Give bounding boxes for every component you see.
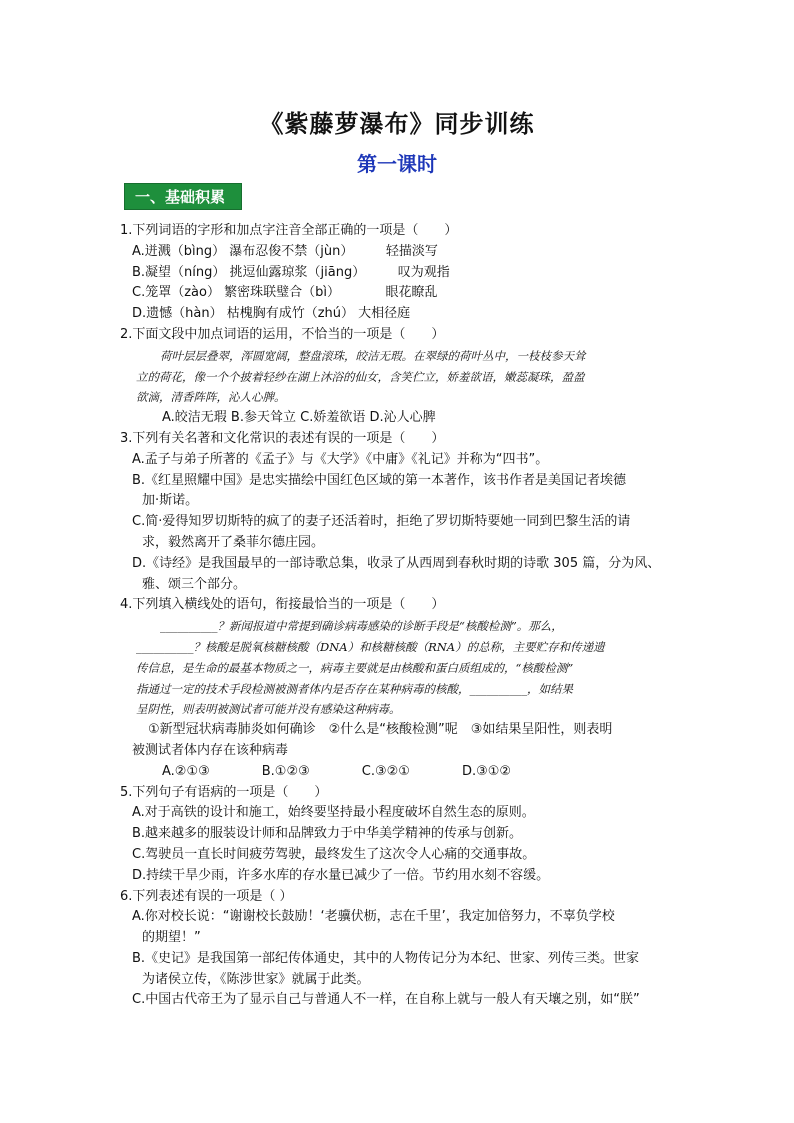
- passage-line: 传信息，是生命的最基本物质之一，病毒主要就是由核酸和蛋白质组成的，“核酸检测”: [136, 660, 574, 675]
- passage-line: 指通过一定的技术手段检测被测者体内是否存在某种病毒的核酸，__________，如结果: [136, 681, 573, 696]
- option-line: 为诸侯立传，《陈涉世家》就属于此类。: [142, 971, 370, 987]
- option-line: D.持续干旱少雨，许多水库的存水量已减少了一倍。节约用水刻不容缓。: [132, 867, 550, 883]
- option-line: D.《诗经》是我国最早的一部诗歌总集，收录了从西周到春秋时期的诗歌 305 篇，分为风、: [132, 555, 661, 571]
- passage-line: 荷叶层层叠翠，浑圆宽阔，整盘滚珠，皎洁无瑕。在翠绿的荷叶丛中，一枝枝参天耸: [160, 348, 586, 363]
- option-line: A.孟子与弟子所著的《孟子》与《大学》《中庸》《礼记》并称为“四书”。: [132, 451, 549, 467]
- option-line: C.驾驶员一直长时间疲劳驾驶，最终发生了这次令人心痛的交通事故。: [132, 846, 536, 862]
- option-line: B.《红星照耀中国》是忠实描绘中国红色区域的第一本著作，该书作者是美国记者埃德: [132, 472, 627, 488]
- passage-line: __________？新闻报道中常提到确诊病毒感染的诊断手段是“核酸检测”。那么，: [160, 619, 563, 634]
- option-line: A.对于高铁的设计和施工，始终要坚持最小程度破坏自然生态的原则。: [132, 805, 535, 821]
- passage-line: 立的荷花，像一个个披着轻纱在湖上沐浴的仙女，含笑伫立，娇羞欲语，嫩蕊凝珠，盈盈: [136, 369, 585, 384]
- document-title: 《紫藤萝瀑布》同步训练: [259, 110, 535, 138]
- option-line: A.你对校长说：“谢谢校长鼓励！‘老骥伏枥，志在千里’，我定加倍努力，不辜负学校: [132, 909, 615, 925]
- question-stem: 6.下列表述有误的一项是（ ）: [120, 888, 293, 904]
- question-stem: 2.下面文段中加点词语的运用，不恰当的一项是（ ）: [120, 326, 445, 342]
- option-line: 加·斯诺。: [142, 493, 199, 509]
- option-line: C.中国古代帝王为了显示自己与普通人不一样，在自称上就与一般人有天壤之别，如“朕”: [132, 992, 640, 1008]
- passage-line: 欲滴，清香阵阵，沁人心脾。: [136, 390, 286, 405]
- answer-choices: ①新型冠状病毒肺炎如何确诊 ②什么是“核酸检测”呢 ③如结果呈阳性，则表明: [148, 722, 613, 738]
- option-line: 雅、颂三个部分。: [142, 576, 247, 592]
- option-line: 求，毅然离开了桑菲尔德庄园。: [142, 534, 325, 550]
- option-line: C.笼罩（zào） 繁密珠联璧合（bì） 眼花瞭乱: [132, 285, 438, 301]
- option-line: B.越来越多的服装设计师和品牌致力于中华美学精神的传承与创新。: [132, 826, 523, 842]
- option-line: A.迸溅（bìng） 瀑布忍俊不禁（jùn） 轻描淡写: [132, 243, 438, 259]
- section-heading: 一、基础积累: [124, 183, 242, 210]
- answer-choices: A.皎洁无瑕 B.参天耸立 C.娇羞欲语 D.沁人心脾: [162, 410, 436, 426]
- lesson-subtitle: 第一课时: [357, 152, 437, 176]
- option-line: 的期望！”: [142, 930, 201, 946]
- question-stem: 4.下列填入横线处的语句，衔接最恰当的一项是（ ）: [120, 597, 445, 613]
- question-list: [120, 221, 680, 1011]
- option-line: D.遗憾（hàn） 枯槐胸有成竹（zhú） 大相径庭: [132, 306, 411, 322]
- question-stem: 3.下列有关名著和文化常识的表述有误的一项是（ ）: [120, 430, 445, 446]
- option-line: C.简·爱得知罗切斯特的疯了的妻子还活着时，拒绝了罗切斯特要她一同到巴黎生活的请: [132, 514, 631, 530]
- option-line: 被测试者体内存在该种病毒: [132, 742, 289, 758]
- option-line: B.《史记》是我国第一部纪传体通史，其中的人物传记分为本纪、世家、列传三类。世家: [132, 950, 640, 966]
- passage-line: __________？核酸是脱氧核糖核酸（DNA）和核糖核酸（RNA）的总称，主要贮存和传递遗: [136, 639, 605, 654]
- option-line: B.凝望（níng） 挑逗仙露琼浆（jiāng） 叹为观指: [132, 264, 450, 280]
- question-stem: 1.下列词语的字形和加点字注音全部正确的一项是（ ）: [120, 223, 458, 238]
- passage-line: 呈阴性，则表明被测试者可能并没有感染这种病毒。: [136, 702, 401, 717]
- question-stem: 5.下列句子有语病的一项是（ ）: [120, 784, 328, 800]
- answer-choices: A.②①③ B.①②③ C.③②① D.③①②: [162, 763, 512, 779]
